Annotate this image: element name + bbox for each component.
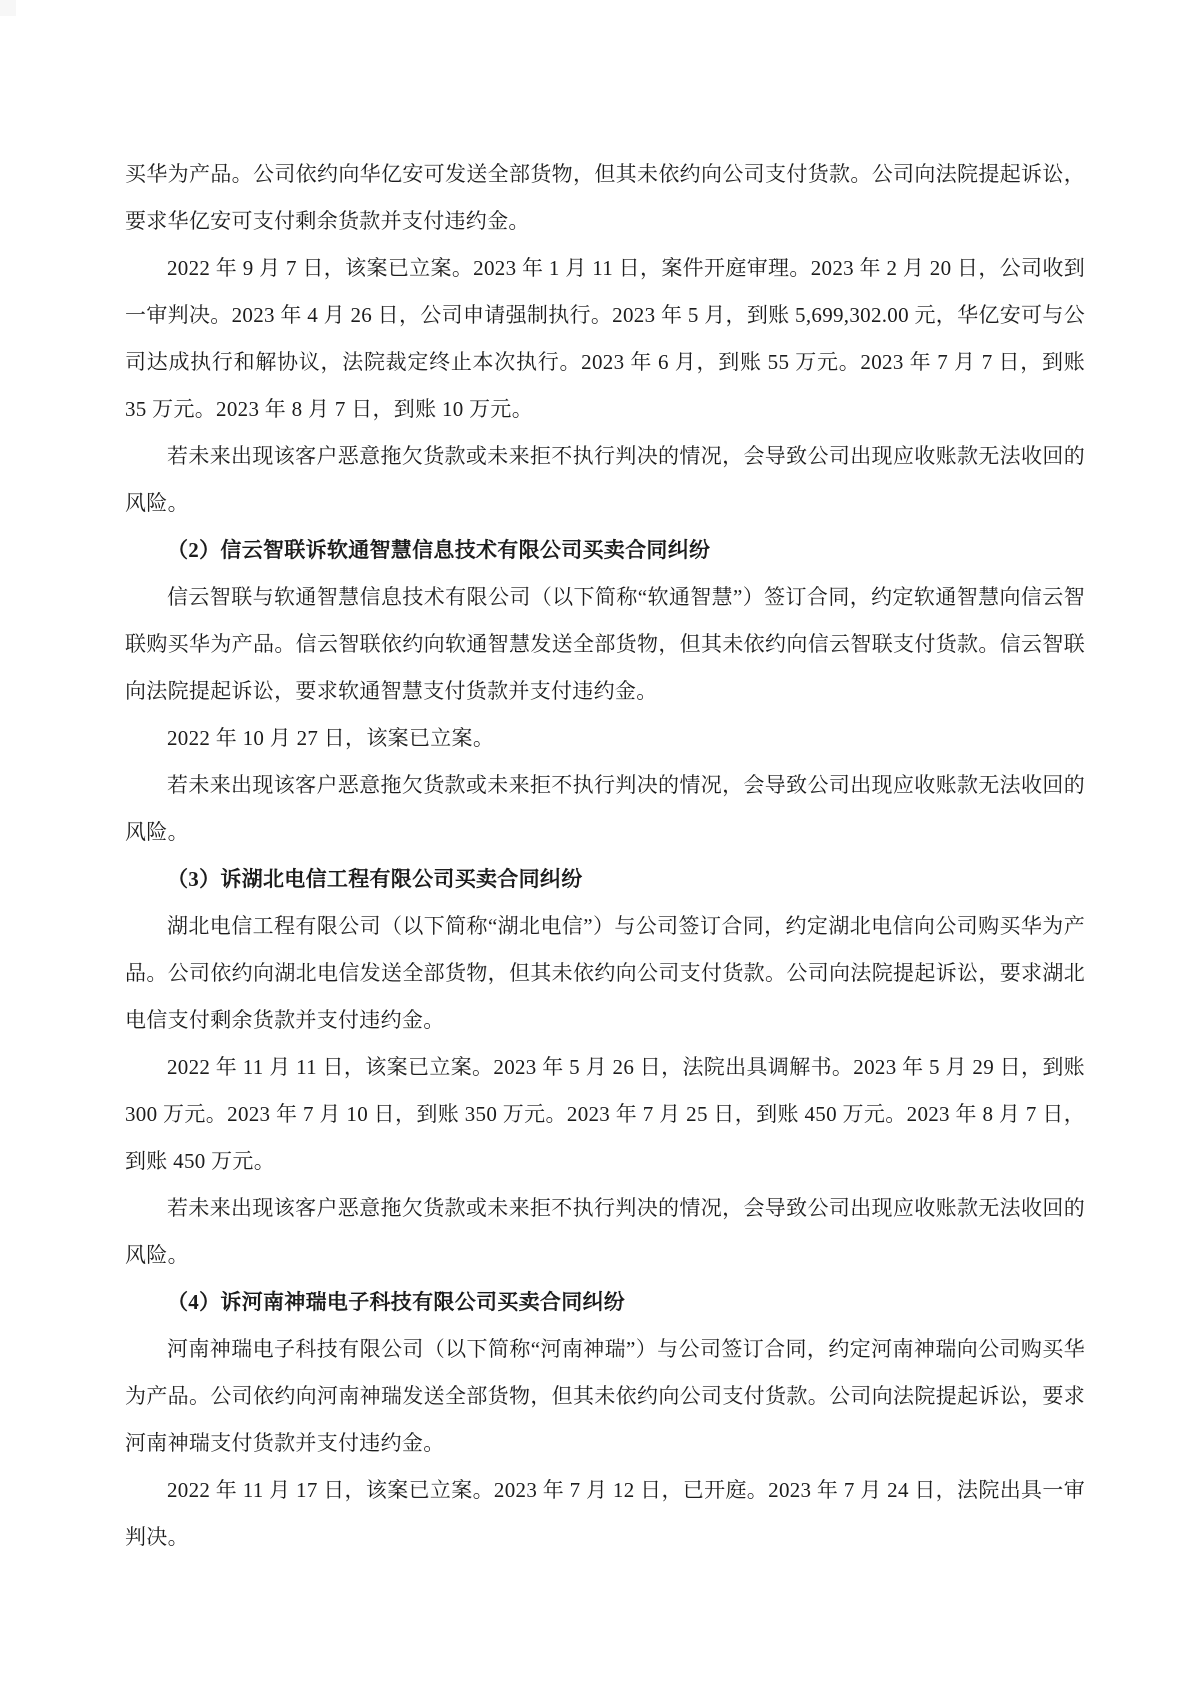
paragraph-case2-risk: 若未来出现该客户恶意拖欠货款或未来拒不执行判决的情况，会导致公司出现应收账款无法收回的风险。 <box>125 773 1085 844</box>
paragraph-case1-risk: 若未来出现该客户恶意拖欠货款或未来拒不执行判决的情况，会导致公司出现应收账款无法收回的风险。 <box>125 444 1085 515</box>
paragraph-case3-risk: 若未来出现该客户恶意拖欠货款或未来拒不执行判决的情况，会导致公司出现应收账款无法收回的风险。 <box>125 1196 1085 1267</box>
document-content <box>125 151 1085 1561</box>
paragraph-case2-timeline: 2022 年 10 月 27 日，该案已立案。 <box>167 726 495 750</box>
paragraph-case3-timeline: 2022 年 11 月 11 日，该案已立案。2023 年 5 月 26 日，法院出具调解书。2023 年 5 月 29 日，到账 300 万元。2023 年 7 月 10 日，到账 350 万元。2023 年 7 月 25 日，到账 450 万元。2023 年 8 月 7 日，到账 450 万元。 <box>125 1055 1085 1173</box>
scan-corner-artifact <box>0 0 16 16</box>
paragraph-case1-timeline: 2022 年 9 月 7 日，该案已立案。2023 年 1 月 11 日，案件开庭审理。2023 年 2 月 20 日，公司收到一审判决。2023 年 4 月 26 日，公司申请强制执行。2023 年 5 月，到账 5,699,302.00 元，华亿安可与公司达成执行和解协议，法院裁定终止本次执行。2023 年 6 月，到账 55 万元。2023 年 7 月 7 日，到账 35 万元。2023 年 8 月 7 日，到账 10 万元。 <box>125 256 1085 421</box>
paragraph-case4-timeline: 2022 年 11 月 17 日，该案已立案。2023 年 7 月 12 日，已开庭。2023 年 7 月 24 日，法院出具一审判决。 <box>125 1478 1085 1549</box>
heading-case2: （2）信云智联诉软通智慧信息技术有限公司买卖合同纠纷 <box>167 538 711 562</box>
heading-case3: （3）诉湖北电信工程有限公司买卖合同纠纷 <box>167 867 583 891</box>
paragraph-case3-background: 湖北电信工程有限公司（以下简称“湖北电信”）与公司签订合同，约定湖北电信向公司购买华为产品。公司依约向湖北电信发送全部货物，但其未依约向公司支付货款。公司向法院提起诉讼，要求湖北电信支付剩余货款并支付违约金。 <box>125 914 1085 1032</box>
heading-case4: （4）诉河南神瑞电子科技有限公司买卖合同纠纷 <box>167 1290 626 1314</box>
paragraph-case2-background: 信云智联与软通智慧信息技术有限公司（以下简称“软通智慧”）签订合同，约定软通智慧向信云智联购买华为产品。信云智联依约向软通智慧发送全部货物，但其未依约向信云智联支付货款。信云智联向法院提起诉讼，要求软通智慧支付货款并支付违约金。 <box>125 585 1085 703</box>
paragraph-case1-continuation: 买华为产品。公司依约向华亿安可发送全部货物，但其未依约向公司支付货款。公司向法院提起诉讼，要求华亿安可支付剩余货款并支付违约金。 <box>125 162 1085 233</box>
paragraph-case4-background: 河南神瑞电子科技有限公司（以下简称“河南神瑞”）与公司签订合同，约定河南神瑞向公司购买华为产品。公司依约向河南神瑞发送全部货物，但其未依约向公司支付货款。公司向法院提起诉讼，要求河南神瑞支付货款并支付违约金。 <box>125 1337 1085 1455</box>
